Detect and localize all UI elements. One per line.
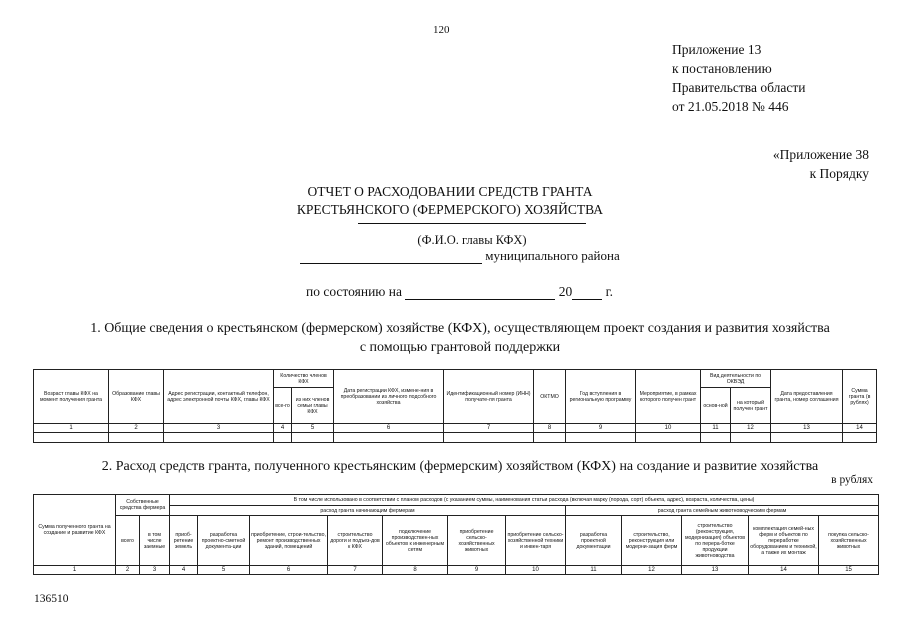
as-of-suffix: г. [605,284,613,299]
table-cell [843,433,877,443]
header-beginner-farmers: расход гранта начинающим фермерам [170,506,566,516]
header-registration-date: Дата регистрации КФХ, измене-ния в преобразовании из личного подсобного хозяйства [334,370,444,424]
column-number: 6 [250,566,328,575]
table-cell [334,433,444,443]
header-buildings: приобретение, строи-тельство, ремонт производственных зданий, помещений [250,516,328,566]
column-number: 10 [636,424,701,433]
column-number: 13 [771,424,843,433]
header-own-total: всего [116,516,140,566]
column-number: 5 [198,566,250,575]
as-of-line [306,284,613,300]
section-2-heading: 2. Расход средств гранта, полученного крестьянским (фермерским) хозяйством (КФХ) на создание и развитие хозяйства [101,459,819,474]
column-number: 14 [749,566,819,575]
appendix-line: Приложение 13 [672,42,762,57]
fio-blank-line [358,222,586,224]
header-measure: Мероприятие, в рамках которого получен грант [636,370,701,424]
header-age: Возраст главы КФХ на момент получения гранта [34,370,109,424]
table-cell [444,433,534,443]
column-number: 7 [328,566,383,575]
column-number: 4 [274,424,292,433]
table-cell [731,433,771,443]
fio-label: (Ф.И.О. главы КФХ) [417,233,527,247]
header-okved: Вид деятельности по ОКВЭД [701,370,771,388]
appendix-order-line: «Приложение 38 [772,147,869,162]
header-program-year: Год вступления в региональную программу [566,370,636,424]
column-number: 11 [566,566,622,575]
section-1-line: с помощью грантовой поддержки [359,340,561,355]
table-cell [109,433,164,443]
as-of-year: 20 [558,284,573,299]
header-own-borrowed: в том числе заемные [140,516,170,566]
table-cell [274,433,292,443]
header-oktmo: ОКТМО [534,370,566,424]
column-number: 12 [731,424,771,433]
column-number: 11 [701,424,731,433]
header-education: Образование главы КФХ [109,370,164,424]
page-number: 120 [433,24,450,36]
header-members: Количество членов КФХ [274,370,334,388]
column-number: 12 [622,566,682,575]
header-grant-sum: Сумма полученного гранта на создание и развитие КФХ [34,495,116,566]
column-numbers-row [34,566,879,575]
header-utilities: подключение производствен-ных объектов к инженерным сетям [383,516,448,566]
header-own-funds: Собственные средства фермера [116,495,170,516]
district-line [300,248,620,264]
table-cell [636,433,701,443]
column-numbers-row [34,424,877,433]
footer-code: 136510 [34,593,69,605]
column-number: 8 [383,566,448,575]
header-address: Адрес регистрации, контактный телефон, адрес электронной почты КФХ, главы КФХ [164,370,274,424]
header-okved-grant: на который получен грант [731,388,771,424]
header-grant-sum: Сумма гранта (в рублях) [843,370,877,424]
district-blank [300,251,482,264]
column-number: 6 [334,424,444,433]
header-farm-equipment: комплектация семей-ных ферм и объектов по переработке оборудованием и техникой, а также их монтаж [749,516,819,566]
document-title [200,183,700,219]
general-info-table [33,369,877,443]
table-cell [164,433,274,443]
appendix-order-line: к Порядку [809,166,869,181]
header-farm-construction: строительство, реконструкция или модерни-зация ферм [622,516,682,566]
table-cell [701,433,731,443]
header-animals: приобретение сельско-хозяйственных животных [448,516,506,566]
header-grant-date: Дата предоставления гранта, номер соглашения [771,370,843,424]
header-land-purchase: приоб-ретение земель [170,516,198,566]
district-label: муниципального района [485,248,620,263]
column-number: 1 [34,566,116,575]
appendix-order [773,145,869,183]
header-family-farms: расход гранта семейным животноводческим фермам [566,506,879,516]
header-livestock-purchase: покупка сельско-хозяйственных животных [819,516,879,566]
header-project-docs: разработка проектной документации [566,516,622,566]
as-of-prefix: по состоянию на [306,284,402,299]
column-number: 3 [140,566,170,575]
column-number: 2 [116,566,140,575]
table-row [34,433,877,443]
column-number: 10 [506,566,566,575]
header-design-estimate: разработка проектно-сметной документа-ции [198,516,250,566]
section-1-heading [45,319,875,357]
column-number: 15 [819,566,879,575]
header-including: В том числе использовано в соответствии с планом расходов (с указанием суммы, наименования статьи расхода (включая марку (порода, сорт) объекта, адрес), возраста, количества, цены) [170,495,879,506]
table-cell [771,433,843,443]
column-number: 3 [164,424,274,433]
column-number: 4 [170,566,198,575]
title-line: ОТЧЕТ О РАСХОДОВАНИИ СРЕДСТВ ГРАНТА [307,184,593,199]
appendix-line: к постановлению [672,61,772,76]
currency-note: в рублях [831,474,873,486]
column-number: 5 [292,424,334,433]
table-cell [292,433,334,443]
title-line: КРЕСТЬЯНСКОГО (ФЕРМЕРСКОГО) ХОЗЯЙСТВА [296,202,604,217]
header-roads: строительство дороги и подъез-дов к КФХ [328,516,383,566]
column-number: 9 [448,566,506,575]
header-okved-main: основ-ной [701,388,731,424]
header-members-total: все-го [274,388,292,424]
grant-expenses-table [33,494,879,575]
column-number: 1 [34,424,109,433]
column-number: 8 [534,424,566,433]
appendix-line: Правительства области [672,80,806,95]
column-number: 13 [682,566,749,575]
appendix-line: от 21.05.2018 № 446 [672,99,789,114]
as-of-date-blank [405,287,555,300]
section-1-line: 1. Общие сведения о крестьянском (фермерском) хозяйстве (КФХ), осуществляющем проект создания и развития хозяйства [90,321,830,336]
header-members-family: из них членов семьи главы КФХ [292,388,334,424]
column-number: 14 [843,424,877,433]
table-cell [34,433,109,443]
appendix-header [672,40,805,116]
column-number: 2 [109,424,164,433]
table-cell [566,433,636,443]
header-processing-objects: строительство (реконструкция, модернизация) объектов по перера-ботке продукции животноводства [682,516,749,566]
header-equipment: приобретение сельско-хозяйственной техники и инвен-таря [506,516,566,566]
column-number: 7 [444,424,534,433]
as-of-year-blank [572,287,602,300]
column-number: 9 [566,424,636,433]
table-cell [534,433,566,443]
header-inn: Идентификационный номер (ИНН) получате-ля гранта [444,370,534,424]
